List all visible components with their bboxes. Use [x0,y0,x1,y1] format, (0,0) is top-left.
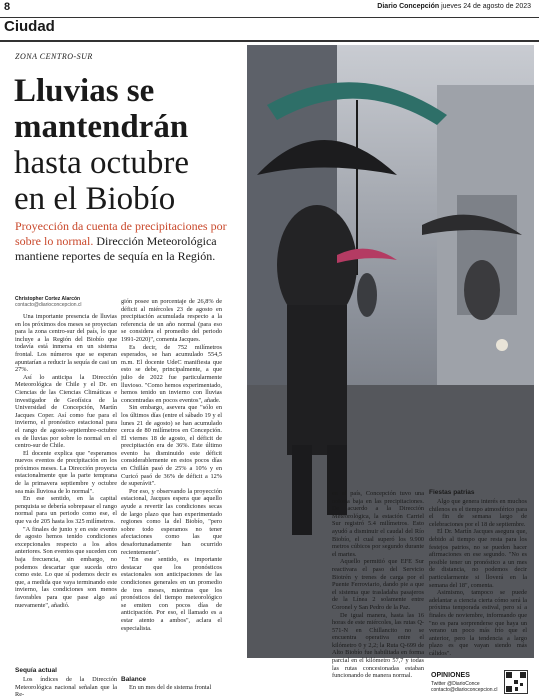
article-column-3 [332,490,424,680]
paragraph: En ese sentido, en la capital penquista se debería sobrepasar el rango normal para un periodo como ese, el que va de 205 hasta los 325 milímetros. [15,495,117,526]
article-column-2 [121,298,222,632]
byline-email: contacto@diarioconcepcion.cl [15,302,82,308]
paragraph: Aquello permitió que EFE Sur reactivara el paso del Servicio Biotrén y trenes de carga por el Puente Ferroviario, dando pie a que el sistema que trasladaba pasajeros de la Línea 2 solamente entre Coronel y San Pedro de la Paz. [332,558,424,611]
paragraph: El Dr. Martín Jacques asegura que, debido al tiempo que resta para los festejos patrios, no se pueden hacer afirmaciones en ese segundo. "No es posible tener un pronóstico a un mes de distancia, no podemos decir particularmente si lloverá en la semana del 18", comenta. [429,528,527,589]
paragraph: En un mes del de sistema frontal [129,684,212,691]
deck-rest: Dirección Meteorológica mantiene reportes de sequía en la Región. [15,234,217,263]
paragraph: Sin embargo, asevera que "sólo en los últimos días (entre el sábado 19 y el lunes 21 de agosto) se han acumulado cerca de 80 milímetros en Concepción. El viernes 18 de agosto, el déficit de precipitación era de 36%. Este último evento ha disminuido este déficit considerablemente en estos pocos días en Chillán pasó de 25% a 10% y en Curicó pasó de 36% de déficit a 12% de superávit". [121,404,222,488]
paragraph: "A finales de junio y en este evento de agosto hemos tenido condiciones excepcionales respecto a los años anteriores. Son eventos que suceden con baja frecuencia, sin embargo, no podemos descartar que suceda otro como este. Lo que sí podemos decir es que, a medida que vaya terminando este invierno, las condiciones son menos favorables para que pase algo así nuevamente", añadió. [15,525,117,609]
page-number: 8 [4,1,11,13]
headline-line-3: hasta octubre [14,145,190,181]
paragraph: Los índices de la Dirección Meteorológica nacional señalan que la Re- [15,676,117,699]
opinion-title: OPINIONES [431,672,470,679]
headline-line-2: mantendrán [14,109,189,145]
opinion-email: contacto@diarioconcepcion.cl [431,687,498,693]
byline-author: Christopher Cortez Alarcón [15,296,81,302]
headline-line-1: Lluvias se [14,73,155,109]
paragraph: Algo que genera interés en muchos chilenos es el tiempo atmosférico para el fin de semana largo de celebraciones por el 18 de septiembre. [429,498,527,528]
qr-code-icon [504,670,528,694]
column-2-continuation [121,684,222,692]
paragraph: El docente explica que "esperamos nuevos eventos de precipitación en los próximos meses. La Dirección proyecta estacionalmente que la parte temprana de la primavera septiembre y octubre sea más lluviosa de lo normal". [15,449,117,495]
paragraph: Por eso, y observando la proyección estacional, Jacques espera que aquello ayude a revertir las condiciones secas de largo plazo que han experimentado regiones como la del Biobío, "pero sobre todo esperamos no tener afectaciones como las que desafortunadamente han ocurrido recientemente". [121,487,222,556]
byline [15,296,82,308]
publication-name: Diario Concepción [377,3,440,10]
section-title: Ciudad [4,18,55,35]
paragraph: "En ese sentido, es importante destacar que los pronósticos estacionales son anticipaciones de las condiciones generales en un promedio de tres meses, mientras que los pronósticos del tiempo meteorológico se emiten con pocos días de anticipación. Por eso, el llamado es a estar atento a ambos", aclara el especialista. [121,556,222,632]
paragraph: Asimismo, tampoco se puede adelantar a ciencia cierta cómo será la próxima temporada estival, pero sí a finales de noviembre, informando que "no es para sorprenderse que haya un verano un poco más frío que el anterior, pero la tendencia a largo plazo es que vayan siendo más cálidos". [429,589,527,657]
paragraph: en el país, Concepción tuvo una notoria baja en las precipitaciones. De acuerdo a la Dirección Meteorológica, la estación Carriel Sur registró 5.4 milímetros. Esto ayudó a disminuir el caudal del Río Biobío, el cual superó los 9.900 metros cúbicos por segundo durante el martes. [332,490,424,558]
header-rule [0,17,539,18]
paragraph: Es decir, de 752 milímetros esperados, se han acumulado 554,5 m.m. El docente UdeC manifiesta que esto se debe, principalmente, a que julio de 2022 fue particularmente lluvioso. "Como hemos experimentado, hemos tenido un invierno con lluvias concentradas en pocos eventos", añade. [121,343,222,404]
section-rule [0,40,539,42]
subhead-balance: Balance [121,676,146,683]
issue-date: jueves 24 de agosto de 2023 [441,3,531,10]
paragraph: Una importante presencia de lluvias en los próximos dos meses se proyectan para la zona centro-sur del país, lo que incluye a la Región del Biobío que todavía está inmersa en un sistema frontal. Los números que se esperan apuntarían a reducir la sequía de casi un 27%. [15,313,117,374]
paragraph: De igual manera, hasta las 16 horas de este miércoles, las rutas Q-571-N en Chillancito no se encuentra operativa entre el kilómetro 0 y 2,2; la Ruta Q-699 de Alto Biobío fue habilitada en forma parcial en el kilómetro 57,7 y todas las rutas concesionadas estaban funcionando de manera normal. [332,611,424,680]
article-column-1 [15,313,117,609]
opinion-contact [431,681,498,693]
subhead-sequia: Sequía actual [15,667,57,674]
publication-date-line [377,3,531,10]
deck-highlight: Proyección da cuenta de precipitaciones por sobre lo normal. [15,219,227,248]
kicker: ZONA CENTRO-SUR [15,52,93,61]
column-1-continuation [15,676,117,699]
subhead-fiestas-patrias: Fiestas patrias [429,489,475,496]
deck [15,219,237,264]
paragraph: gión posee un porcentaje de 26,8% de déficit al miércoles 23 de agosto en precipitación acumulada respecto a la referencia de un año normal (para eso se considera el promedio del periodo 1991-2020)", comenta Jacques. [121,298,222,343]
headline [14,73,234,217]
opinion-twitter: Twitter @DiarioConce [431,681,480,687]
article-column-4 [429,498,527,657]
headline-line-4: en el Biobío [14,181,176,217]
paragraph: Así lo anticipa la Dirección Meteorológica de Chile y el Dr. en Ciencias de las Ciencias Climáticas e investigador de Geofísica de la Universidad de Concepción, Martín Jacques Coper. Así como fue para el invierno, el pronóstico estacional para el rango de agosto-septiembre-octubre es de lluvias por sobre lo normal en el centro-sur de Chile. [15,373,117,450]
